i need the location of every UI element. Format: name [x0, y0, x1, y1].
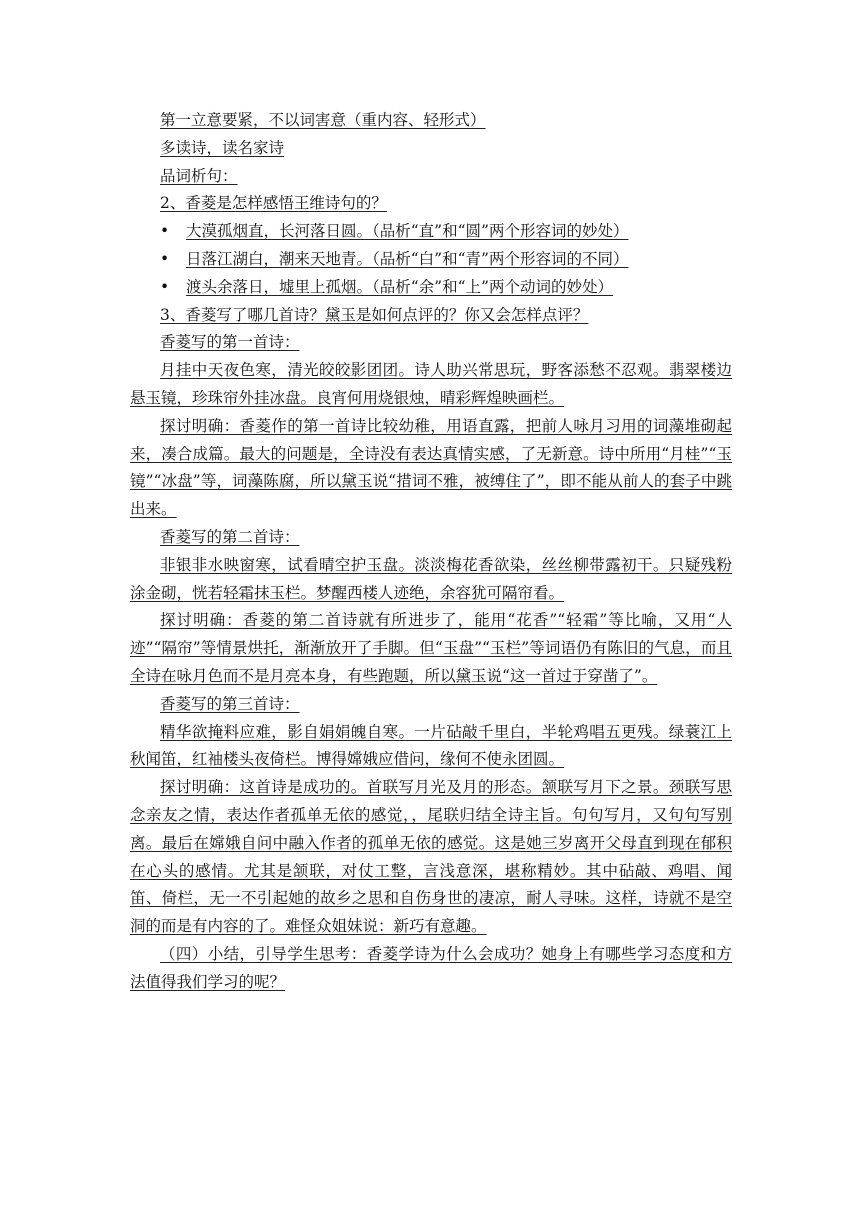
bullet-icon: •	[160, 249, 170, 268]
bullet-text: 大漠孤烟直，长河落日圆。（品析“直”和“圆”两个形容词的妙处）	[186, 222, 629, 241]
analysis-paragraph	[130, 774, 732, 941]
para-text: 探讨明确：香菱作的第一首诗比较幼稚，用语直露，把前人咏月习用的词藻堆砌起来，凑合成篇。最大的问题是，全诗没有表达真情实感，了无新意。诗中所用“月桂”“玉镜”“冰盘”等，词藻陈腐，所以黛玉说“措词不雅，被缚住了”，即不能从前人的套子中跳出来。	[130, 416, 732, 519]
para-text: 非银非水映窗寒，试看晴空护玉盘。淡淡梅花香欲染，丝丝柳带露初干。只疑残粉涂金砌，恍若轻霜抹玉栏。梦醒西楼人迹绝，余容犹可隔帘看。	[130, 555, 732, 602]
line-text: 香菱写的第三首诗：	[160, 694, 300, 713]
question-2	[130, 190, 732, 218]
line-text: 品词析句：	[160, 166, 238, 185]
text-line	[130, 163, 732, 191]
text-line	[130, 107, 732, 135]
para-text: （四）小结，引导学生思考：香菱学诗为什么会成功？她身上有哪些学习态度和方法值得我们学习的呢？	[130, 944, 732, 991]
bullet-item	[130, 274, 732, 302]
line-text: 香菱写的第二首诗：	[160, 527, 300, 546]
para-text: 精华欲掩料应难，影自娟娟魄自寒。一片砧敲千里白，半轮鸡唱五更残。绿蓑江上秋闻笛，红袖楼头夜倚栏。博得嫦娥应借问，缘何不使永团圆。	[130, 722, 732, 769]
bullet-icon: •	[160, 222, 170, 241]
para-text: 月挂中天夜色寒，清光皎皎影团团。诗人助兴常思玩，野客添愁不忍观。翡翠楼边悬玉镜，珍珠帘外挂冰盘。良宵何用烧银烛，晴彩辉煌映画栏。	[130, 361, 732, 407]
poem-paragraph	[130, 719, 732, 775]
poem-paragraph	[130, 552, 732, 608]
summary-paragraph	[130, 941, 732, 997]
bullet-icon: •	[160, 277, 170, 296]
bullet-item	[130, 246, 732, 274]
para-text: 探讨明确：香菱的第二首诗就有所进步了，能用“花香”“轻霜”等比喻，又用“人迹”“隔帘”等情景烘托，渐渐放开了手脚。但“玉盘”“玉栏”等词语仍有陈旧的气息，而且全诗在咏月色而不是月亮本身，有些跑题，所以黛玉说“这一首过于穿凿了”。	[130, 611, 732, 685]
poem-paragraph	[130, 357, 732, 413]
text-line	[130, 135, 732, 163]
analysis-paragraph	[130, 607, 732, 690]
line-text: 第一立意要紧，不以词害意（重内容、轻形式）	[160, 111, 486, 129]
line-text: 多读诗，读名家诗	[160, 138, 285, 157]
analysis-paragraph	[130, 413, 732, 524]
line-text: 2、香菱是怎样感悟王维诗句的？	[160, 194, 387, 213]
line-text: 3、香菱写了哪几首诗？黛玉是如何点评的？你又会怎样点评？	[160, 305, 589, 324]
section-heading	[130, 329, 732, 357]
section-heading	[130, 524, 732, 552]
line-text: 香菱写的第一首诗：	[160, 333, 300, 352]
document-body	[130, 107, 732, 997]
para-text: 探讨明确：这首诗是成功的。首联写月光及月的形态。颔联写月下之景。颈联写思念亲友之情，表达作者孤单无依的感觉，，尾联归结全诗主旨。句句写月，又句句写别离。最后在嫦娥自问中融入作者的孤单无依的感觉。这是她三岁离开父母直到现在郁积在心头的感情。尤其是颔联，对仗工整，言浅意深，堪称精妙。其中砧敲、鸡唱、闻笛、倚栏，无一不引起她的故乡之思和自伤身世的凄凉，耐人寻味。这样，诗就不是空洞的而是有内容的了。难怪众姐妹说：新巧有意趣。	[130, 778, 732, 936]
bullet-item	[130, 218, 732, 246]
bullet-text: 渡头余落日，墟里上孤烟。（品析“余”和“上”两个动词的妙处）	[186, 277, 613, 296]
bullet-text: 日落江湖白，潮来天地青。（品析“白”和“青”两个形容词的不同）	[186, 249, 629, 268]
section-heading	[130, 691, 732, 719]
question-3	[130, 302, 732, 330]
